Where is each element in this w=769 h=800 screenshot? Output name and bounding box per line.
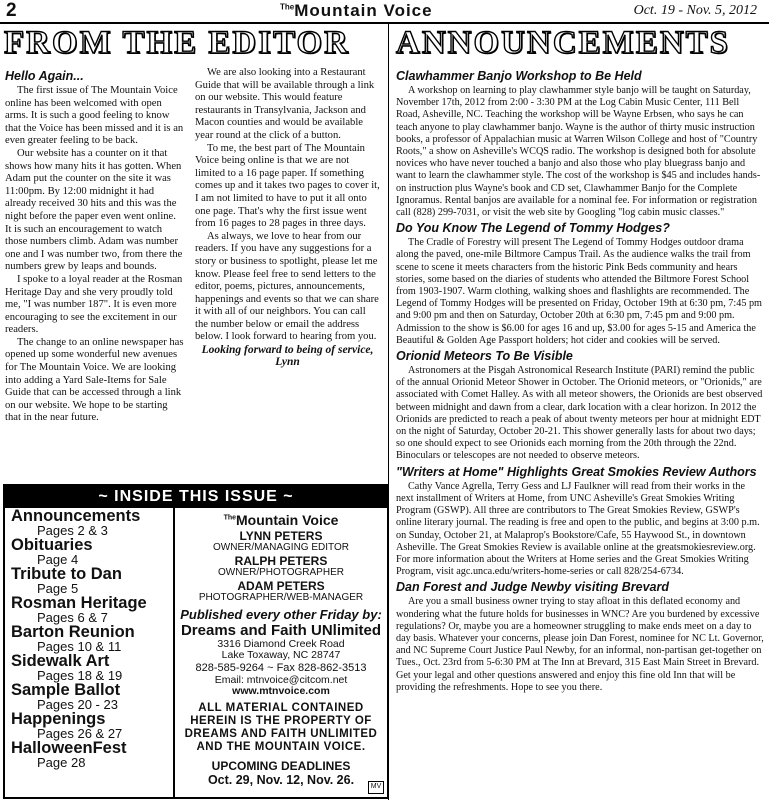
toc-pages: Page 5 [37, 581, 79, 596]
page-header [0, 0, 769, 24]
editor-paragraph: The change to an online newspaper has opened up some wonderful new avenues for The Mountain Voice. We are looking into adding a Yard Sale-Items for Sale Guide that can be accessed through a link on our website. We hope to be starting that in the near future. [5, 336, 184, 424]
announcement-body: Astronomers at the Pisgah Astronomical Research Institute (PARI) remind the public of the annual Orionid Meteor Shower in October. The Orionid meteors, or "Orionids," are associated with Comet Halley. As with all meteor showers, the Orionids are best observed between midnight and dawn from a clear, dark location with a clear horizon. In 2012 the Orionids are predicted to reach a peak of about twenty meteors per hour at midnight EDT on the night of Saturday, October 20-21. This shower generally lasts for about two days; so one should expect to see Orionids each morning from the 20th through the 22nd. Binoculars or telescopes are not needed to observe meteors. [396, 365, 763, 462]
toc-item[interactable] [11, 653, 173, 682]
announcement-body: The Cradle of Forestry will present The Legend of Tommy Hodges outdoor drama along the paved, one-mile Biltmore Campus Trail. As the audience walks the trail from scene to scene it meets characters from the historic Pink Beds community and hears stories, some based on the diaries of students who attended the Biltmore Forest School from 1903-1907. Warm clothing, walking shoes and flashlights are recommended. The Legend of Tommy Hodges will be presented on Friday, October 19th at 6:30 pm, 7:45 pm and 9:00 pm and then on Saturday, October 20th at 6:30 pm, 7:45 pm and 9:00 pm. Admission to the show is $6.00 for ages 16 and up, $3.00 for ages 5-15 and America the Beautiful & Golden Age Passport holders; hot cider and cookies will be served. [396, 237, 762, 346]
toc-item[interactable] [11, 508, 173, 537]
announcement-body: A workshop on learning to play clawhammer style banjo will be taught on Saturday, November 17th, 2012 from 2:00 - 3:30 PM at the Log Cabin Music Center, 111 Bell Road, Asheville, NC. Teaching the workshop will be Wayne Erbsen, who says he can teach anyone to play clawhammer banjo. Wayne is the author of thirty music instruction books, a professor of Appalachian music at Warren Wilson College and host of "Country Roots," a show on Asheville's WCQS radio. The workshop is designed both for absolute novices who have never touched a banjo and also those who play bluegrass banjo and want to learn the clawhammer style. The cost of the workshop is $45 and includes hands-on instruction plus Wayne's book and CD set, Clawhammer Banjo for the Complete Ignoramus. Rental banjos are available for a nominal fee. For information or registration call (828) 299-7031, or visit the web site by Googling "log cabin music classes." [396, 85, 761, 219]
announcements-column [396, 67, 764, 694]
staff-box [175, 508, 387, 797]
toc-title: Announcements [11, 507, 141, 525]
toc-pages: Pages 6 & 7 [37, 610, 108, 625]
editor-column-1 [5, 67, 185, 425]
corner-logo-icon: MV [368, 781, 384, 794]
editor-heading: FROM THE EDITOR [4, 25, 350, 61]
masthead-the: The [280, 2, 295, 12]
table-of-contents [5, 508, 175, 797]
toc-title: HalloweenFest [11, 739, 127, 757]
announcement-body: Cathy Vance Agrella, Terry Gess and LJ Faulkner will read from their works in the next installment of Writers at Home, from UNC Asheville's Great Smokies Writing Program (GSWP). All three are contributors to The Great Smokies Review, GSWP's online literary journal. The reading is free and open to the public, and begins at 3:00 p.m. on Sunday, October 21, at Malaprop's Bookstore/Cafe, 55 Haywood St., in downtown Asheville. The Great Smokies Review is available online at the greatsmokiesreview.org. For more information about the Writers at Home series and the Great Smokies Writing Program, visit agc.unca.edu/writers-home-series or call 828/254-6734. [396, 480, 760, 578]
editor-paragraph: To me, the best part of The Mountain Voice being online is that we are not limited to a 16 page paper. If something comes up and it takes two pages to cover it, I am not limited to have to put it all onto one page. That's why the first issue went from 16 pages to 28 pages in three days. [195, 142, 380, 230]
inside-this-issue-box [3, 484, 389, 799]
announcement-title: Do You Know The Legend of Tommy Hodges? [396, 221, 670, 236]
phone-fax: 828-585-9264 ~ Fax 828-862-3513 [195, 662, 367, 674]
toc-item[interactable] [11, 740, 173, 769]
staff-role: OWNER/PHOTOGRAPHER [218, 567, 344, 578]
editor-paragraph: We are also looking into a Restaurant Guide that will be available through a link on our website. This would feature restaurants in Transylvania, Jackson and Macon counties and would be available year round at the click of a button. [195, 67, 375, 141]
toc-pages: Pages 18 & 19 [37, 668, 123, 683]
deadlines-label: UPCOMING DEADLINES [211, 759, 351, 773]
toc-pages: Pages 2 & 3 [37, 523, 108, 538]
editor-paragraph: I spoke to a loyal reader at the Rosman Heritage Day and she very proudly told me, "I was number 187". It is even more encouraging to see the excitement in our readers. [5, 273, 183, 336]
page-number: 2 [6, 0, 17, 21]
toc-item[interactable] [11, 624, 173, 653]
toc-title: Rosman Heritage [11, 594, 147, 612]
address-line-2: Lake Toxaway, NC 28747 [221, 649, 341, 661]
masthead [280, 1, 433, 21]
website-link[interactable]: www.mtnvoice.com [232, 685, 330, 697]
toc-item[interactable] [11, 566, 173, 595]
editor-signature: Lynn [275, 356, 300, 369]
toc-item[interactable] [11, 682, 173, 711]
announcement-title: Clawhammer Banjo Workshop to Be Held [396, 69, 642, 83]
staff-logo [175, 512, 387, 528]
staff-name: RALPH PETERS [234, 554, 328, 568]
announcement-title: Dan Forest and Judge Newby visiting Brevard [396, 580, 669, 595]
rights-notice: ALL MATERIAL CONTAINED HEREIN IS THE PROPERTY OF DREAMS AND FAITH UNLIMITED AND THE MOUNTAIN VOICE. [184, 702, 378, 753]
toc-item[interactable] [11, 711, 173, 740]
issue-date: Oct. 19 - Nov. 5, 2012 [633, 3, 757, 18]
publication-schedule: Published every other Friday by: [180, 607, 382, 622]
toc-title: Sidewalk Art [11, 652, 110, 670]
toc-pages: Pages 10 & 11 [37, 639, 122, 654]
toc-pages: Page 4 [37, 552, 79, 567]
editor-paragraph: As always, we love to hear from our readers. If you have any suggestions for a story or business to spotlight, please let me know. Please feel free to send letters to the editor, poems, pictures, announcements, happenings and events so that we can share it with all of our neighbors. You can call the number below or email the address below. I look forward to hearing from you. [195, 230, 379, 343]
toc-item[interactable] [11, 537, 173, 566]
toc-title: Barton Reunion [11, 623, 135, 641]
staff-logo-the: The [223, 514, 237, 522]
toc-title: Obituaries [11, 536, 93, 554]
editor-closing: Looking forward to being of service, [201, 344, 374, 357]
staff-name: ADAM PETERS [237, 579, 325, 593]
toc-title: Happenings [11, 710, 106, 728]
masthead-title: Mountain Voice [294, 1, 433, 20]
toc-title: Sample Ballot [11, 681, 121, 699]
editor-kicker: Hello Again... [5, 69, 84, 83]
staff-logo-title: Mountain Voice [236, 512, 339, 528]
announcements-heading: ANNOUNCEMENTS [396, 25, 731, 61]
email-link[interactable]: Email: mtnvoice@citcom.net [214, 674, 348, 686]
toc-pages: Page 28 [37, 755, 86, 770]
staff-role: OWNER/MANAGING EDITOR [213, 542, 349, 553]
staff-role: PHOTOGRAPHER/WEB-MANAGER [198, 592, 364, 603]
announcement-body: Are you a small business owner trying to stay afloat in this deflated economy and wondering what the future holds for businesses in WNC? Are you burdened by excessive regulations? Or, maybe you are a homeowner struggling to make ends meet on a day to day basis. Whatever your concerns, please join Dan Forest, nominee for NC Lt. Governor, and NC Supreme Court Justice Paul Newby, for an informal, non-partisan get-together on Tues., Oct. 23rd from 5-6:30 PM at The Inn at Brevard, 315 East Main Street in Brevard. Get your legal and other questions answered and enjoy this fine old Inn that will be providing the refreshments. Hope to see you there. [396, 596, 764, 693]
address-line-1: 3316 Diamond Creek Road [217, 638, 345, 650]
publisher-name: Dreams and Faith UNlimited [180, 622, 382, 639]
toc-pages: Pages 26 & 27 [37, 726, 123, 741]
toc-item[interactable] [11, 595, 173, 624]
staff-name: LYNN PETERS [239, 529, 323, 543]
toc-title: Tribute to Dan [11, 565, 122, 583]
editor-paragraph: The first issue of The Mountain Voice online has been welcomed with open arms. It is such a good feeling to know that the Voice has been missed and it is an even greater feeling to be back. [5, 85, 184, 147]
toc-pages: Pages 20 - 23 [37, 697, 118, 712]
announcement-title: Orionid Meteors To Be Visible [396, 349, 573, 364]
inside-title: ~ INSIDE THIS ISSUE ~ [5, 486, 387, 508]
announcement-title: "Writers at Home" Highlights Great Smokies Review Authors [396, 464, 757, 479]
deadlines-dates: Oct. 29, Nov. 12, Nov. 26. [207, 773, 355, 787]
editor-column-2 [195, 67, 380, 368]
editor-paragraph: Our website has a counter on it that shows how many hits it has gotten. When Adam put the counter on the site it was 11:00pm. By 12:00 midnight it had already received 30 hits and this was the night before the paper even went online. It is such an encouragement to watch those numbers climb. Adam was number one and I was number two, from there the numbers grew by leaps and bounds. [5, 147, 183, 273]
